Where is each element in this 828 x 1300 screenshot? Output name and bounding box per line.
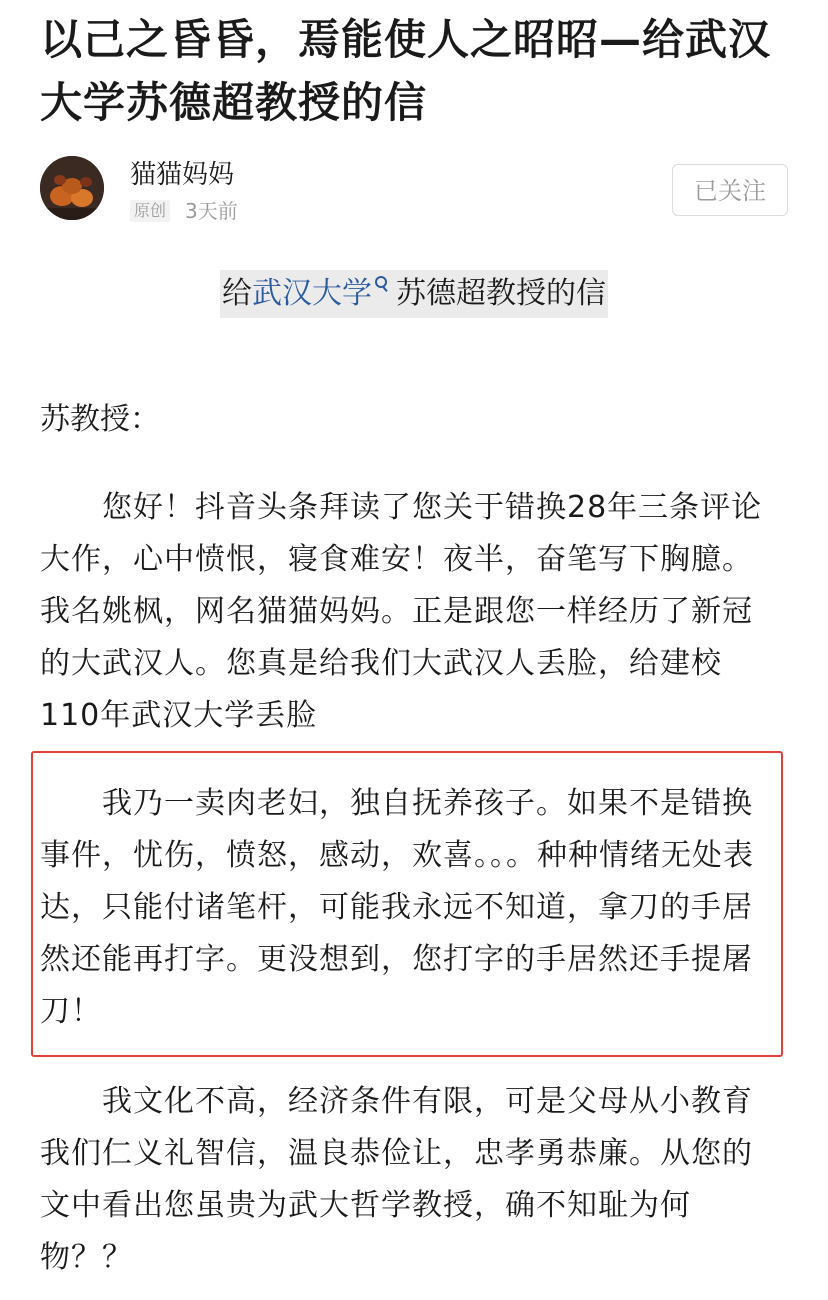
article-title: 以己之昏昏，焉能使人之昭昭—给武汉大学苏德超教授的信: [40, 15, 772, 127]
salutation: 苏教授：: [40, 402, 160, 437]
subtitle-prefix: 给: [222, 276, 252, 311]
body-paragraph-highlighted: 我乃一卖肉老妇，独自抚养孩子。如果不是错换事件，忧伤，愤怒，感动，欢喜。。。种种情绪无处表达，只能付诸笔杆，可能我永远不知道，拿刀的手居然还能再打字。更没想到，您打字的手居然还手提屠刀！: [40, 786, 754, 1029]
search-icon[interactable]: [374, 276, 390, 298]
body-paragraph: 您好！抖音头条拜读了您关于错换28年三条评论大作，心中愤恨，寝食难安！夜半，奋笔写下胸臆。我名姚枫，网名猫猫妈妈。正是跟您一样经历了新冠的大武汉人。您真是给我们大武汉人丢脸，给建校110年武汉大学丢脸: [40, 490, 763, 733]
follow-button[interactable]: 已关注: [672, 164, 788, 216]
subtitle-wrap: [0, 270, 828, 318]
body-paragraph: 我文化不高，经济条件有限，可是父母从小教育我们仁义礼智信，温良恭俭让，忠孝勇恭廉。从您的文中看出您虽贵为武大哲学教授，确不知耻为何物？？: [40, 1084, 753, 1275]
author-avatar[interactable]: [40, 156, 104, 220]
subtitle-suffix: 苏德超教授的信: [396, 276, 606, 311]
subtitle: [220, 270, 608, 318]
subtitle-link-wuhan-university[interactable]: 武汉大学: [252, 276, 372, 311]
author-bar: [40, 156, 788, 226]
post-time: 3天前: [185, 199, 238, 223]
avatar-image: [40, 156, 104, 220]
author-name[interactable]: 猫猫妈妈: [130, 160, 235, 190]
original-badge: 原创: [130, 200, 170, 222]
